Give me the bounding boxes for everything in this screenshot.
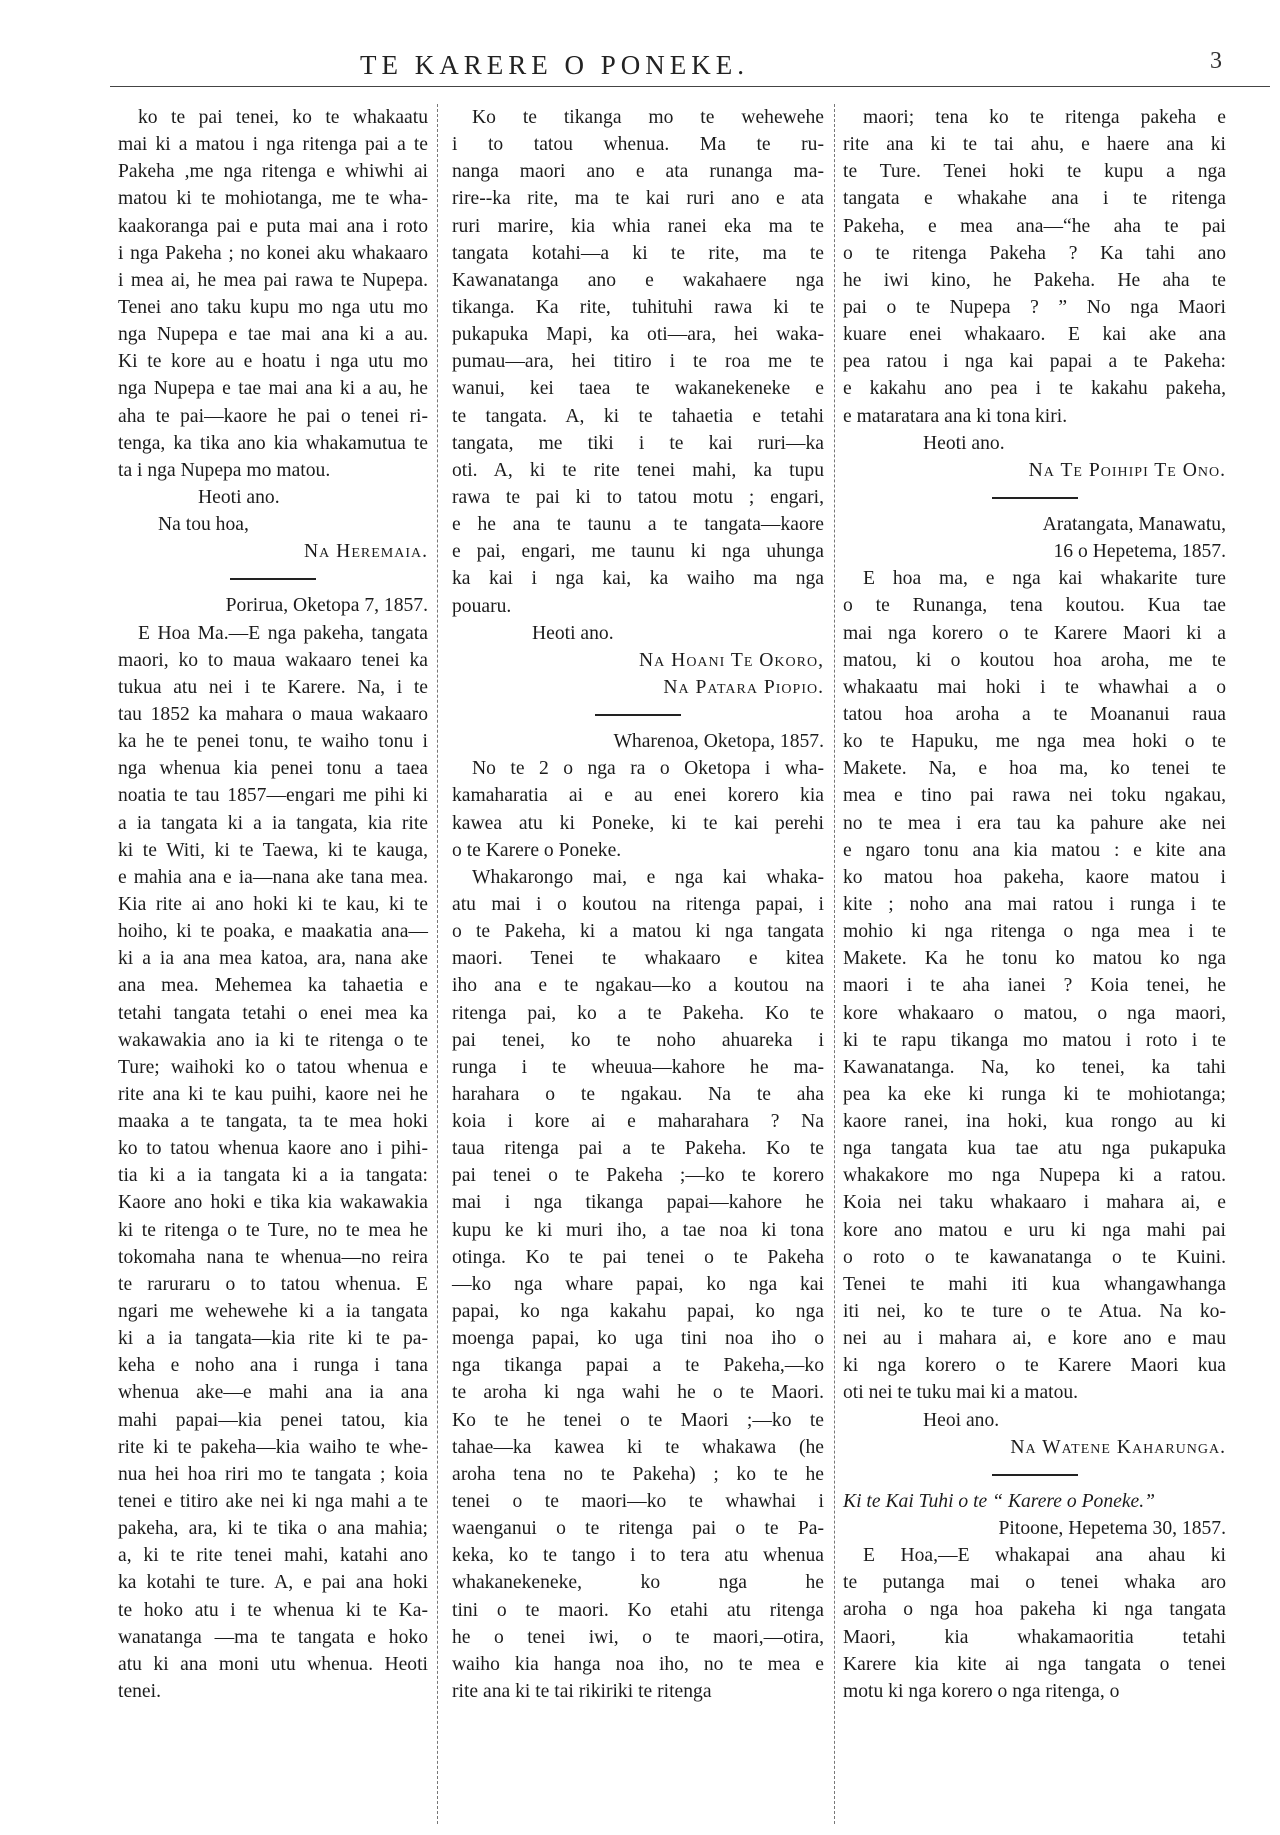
text-line: Koia nei taku whakaaro i mahara ai, e	[843, 1192, 1226, 1214]
text-line: Makete. Ka he tonu ko matou ko nga	[843, 948, 1226, 970]
text-line: kaakoranga pai e puta mai ana i roto	[118, 215, 428, 237]
text-line: pakeha, ara, ki te tika o ana mahia;	[118, 1518, 428, 1540]
text-line: ka kotahi te ture. A, e pai ana hoki	[118, 1572, 428, 1594]
text-line: e mahia ana e ia—nana ake tana mea.	[118, 866, 428, 888]
text-line: atu mai i o koutou na ritenga papai, i	[452, 893, 824, 915]
text-line: nga Nupepa e tae mai ana ki a au, he	[118, 378, 428, 400]
text-line: te aroha ki nga wahi he o te Maori.	[452, 1382, 824, 1404]
letter-closing: Heoti ano.	[198, 486, 280, 508]
text-line: Pakeha, e mea ana—“he aha te pai	[843, 215, 1226, 237]
text-line: kore whakaaro o matou, o nga maori,	[843, 1002, 1226, 1024]
text-line: Maori, kia whakamaoritia tetahi	[843, 1626, 1226, 1648]
text-line: o te Pakeha, ki a matou ki nga tangata	[452, 921, 824, 943]
text-line: No te 2 o nga ra o Oketopa i wha-	[472, 758, 824, 780]
text-line: i nga Pakeha ; no konei aku whakaaro	[118, 242, 428, 264]
text-line: pai tenei, ko te noho ahuareka i	[452, 1029, 824, 1051]
text-line: pea ratou i nga kai papai a te Pakeha:	[843, 351, 1226, 373]
section-separator-rule	[843, 484, 1226, 511]
text-line: te Ture. Tenei hoki te kupu a nga	[843, 161, 1226, 183]
text-line: ta i nga Nupepa mo matou.	[118, 459, 331, 481]
text-line: atu ki ana moni utu whenua. Heoti	[118, 1653, 428, 1675]
text-line: wakawakia ano ia ki te ritenga o te	[118, 1029, 428, 1051]
text-line: ko to tatou whenua kaore ano i pihi-	[118, 1138, 428, 1160]
column-3	[843, 104, 1226, 1705]
text-line: Karere kia kite ai nga tangata o tenei	[843, 1653, 1226, 1675]
text-line: maaka a te tangata, ta te mea hoki	[118, 1111, 428, 1133]
text-line: tokomaha nana te whenua—no reira	[118, 1246, 428, 1268]
text-line: kamaharatia ai e au enei korero kia	[452, 785, 824, 807]
text-line: nanga maori ano e ata runanga ma-	[452, 161, 824, 183]
letter-dateline: Aratangata, Manawatu,	[1042, 513, 1226, 535]
text-line: pai o te Nupepa ? ” No nga Maori	[843, 296, 1226, 318]
text-line: pai tenei o te Pakeha ;—ko te korero	[452, 1165, 824, 1187]
masthead-title: TE KARERE O PONEKE.	[360, 50, 749, 80]
text-line: nga tikanga papai a te Pakeha,—ko	[452, 1355, 824, 1377]
text-line: E hoa ma, e nga kai whakarite ture	[863, 568, 1226, 590]
text-line: ana mea. Mehemea ka tahaetia e	[118, 975, 428, 997]
text-line: Kawanatanga. Na, ko tenei, ka tahi	[843, 1056, 1226, 1078]
text-line: e mataratara ana ki tona kiri.	[843, 405, 1068, 427]
text-line: pumau—ara, hei titiro i te roa me te	[452, 351, 824, 373]
text-line: pea ka eke ki runga ki te mohiotanga;	[843, 1083, 1226, 1105]
text-line: ko te Hapuku, me nga mea hoki o te	[843, 731, 1226, 753]
text-line: o te Runanga, tena koutou. Kua tae	[843, 595, 1226, 617]
text-line: ka he te penei tonu, te waiho tonu i	[118, 731, 428, 753]
text-line: papai, ko nga kakahu papai, ko nga	[452, 1301, 824, 1323]
section-separator-rule	[452, 701, 824, 728]
text-line: motu ki nga korero o nga ritenga, o	[843, 1680, 1120, 1702]
text-line: koia i kore ai e maharahara ? Na	[452, 1111, 824, 1133]
text-line: Makete. Na, e hoa ma, ko tenei te	[843, 758, 1226, 780]
text-line: iti nei, ko te ture o te Atua. Na ko-	[843, 1301, 1226, 1323]
text-line: te tangata. A, ki te tahaetia e tetahi	[452, 405, 824, 427]
text-line: iho ana e te ngakau—ko a koutou na	[452, 975, 824, 997]
text-line: whenua ake—e mahi ana ia ana	[118, 1382, 428, 1404]
text-line: hoiho, ki te poaka, e maakatia ana—	[118, 921, 428, 943]
text-line: tenei e titiro ake nei ki nga mahi a te	[118, 1491, 428, 1513]
text-line: maori; tena ko te ritenga pakeha e	[863, 107, 1226, 128]
text-line: rite ki te pakeha—kia waiho te whe-	[118, 1436, 428, 1458]
text-line: tatou hoa aroha a te Moananui raua	[843, 703, 1226, 725]
text-line: he iwi kino, he Pakeha. He aha te	[843, 269, 1226, 291]
text-line: tau 1852 ka mahara o maua wakaaro	[118, 703, 428, 725]
letter-signature: Na Hoani Te Okoro,	[639, 649, 824, 671]
text-line: —ko nga whare papai, ko nga kai	[452, 1273, 824, 1295]
text-line: i mea ai, he mea pai rawa te Nupepa.	[118, 269, 428, 291]
column-divider	[437, 104, 438, 1824]
text-line: tenei.	[118, 1681, 161, 1703]
text-line: Kawanatanga ano e wakahaere nga	[452, 269, 824, 291]
text-line: pukapuka Mapi, ka oti—ara, hei waka-	[452, 324, 824, 346]
text-line: harahara o te ngakau. Na te aha	[452, 1083, 824, 1105]
text-line: tetahi tangata tetahi o enei mea ka	[118, 1002, 428, 1024]
letter-dateline: Porirua, Oketopa 7, 1857.	[225, 595, 428, 617]
header-rule	[110, 86, 1270, 87]
text-line: ruri marire, kia whia ranei eka ma te	[452, 215, 824, 237]
text-line: Tenei te mahi iti kua whangawhanga	[843, 1273, 1226, 1295]
text-line: tangata, me tiki i te kai ruri—ka	[452, 432, 824, 454]
text-line: whakanekeneke, ko nga he	[452, 1572, 824, 1594]
text-line: rire--ka rite, ma te kai ruri ano e ata	[452, 188, 824, 210]
letter-signature: Na Watene Kaharunga.	[1010, 1436, 1226, 1458]
text-line: Ki te kore au e hoatu i nga utu mo	[118, 351, 428, 373]
text-line: rawa te pai ki to tatou motu ; engari,	[452, 486, 824, 508]
text-line: ki te ritenga o te Ture, no te mea he	[118, 1219, 428, 1241]
letter-dateline: 16 o Hepetema, 1857.	[1053, 541, 1226, 563]
text-line: nga tangata kua tae atu nga pukapuka	[843, 1138, 1226, 1160]
letter-signature: Na Heremaia.	[304, 541, 428, 563]
text-line: oti. A, ki te rite tenei mahi, ka tupu	[452, 459, 824, 481]
text-line: tangata e whakahe ana i te ritenga	[843, 188, 1226, 210]
text-line: ki a ia tangata—kia rite ki te pa-	[118, 1328, 428, 1350]
text-line: wanatanga —ma te tangata e hoko	[118, 1626, 428, 1648]
text-line: Pakeha ,me nga ritenga e whiwhi ai	[118, 161, 428, 183]
page-number: 3	[1210, 48, 1222, 74]
text-line: tia ki a ia tangata ki a ia tangata:	[118, 1165, 428, 1187]
text-line: noatia te tau 1857—engari me pihi ki	[118, 785, 428, 807]
letter-signature: Na Patara Piopio.	[663, 676, 824, 698]
text-line: Ko te he tenei o te Maori ;—ko te	[452, 1409, 824, 1431]
text-line: rite ana ki te tai rikiriki te ritenga	[452, 1681, 712, 1703]
text-line: waiho kia hanga noa iho, no te mea e	[452, 1653, 824, 1675]
column-1	[118, 104, 428, 1705]
text-line: whakakore mo nga Nupepa ki a ratou.	[843, 1165, 1226, 1187]
text-line: ki te Witi, ki te Taewa, ki te kauga,	[118, 839, 428, 861]
text-line: a ia tangata ki a ia tangata, kia rite	[118, 812, 428, 834]
letter-closing: Heoti ano.	[532, 622, 614, 644]
text-line: whakaatu mai hoki i te whawhai a o	[843, 676, 1226, 698]
text-line: te putanga mai o tenei whaka aro	[843, 1572, 1226, 1594]
column-divider	[834, 104, 835, 1824]
text-line: Whakarongo mai, e nga kai whaka-	[472, 866, 824, 888]
text-line: ki te rapu tikanga mo matou i roto i te	[843, 1029, 1226, 1051]
text-line: maori i te aha ianei ? Koia tenei, he	[843, 975, 1226, 997]
text-line: nga whenua kia penei tonu a taea	[118, 758, 428, 780]
text-line: tangata kotahi—a ki te rite, ma te	[452, 242, 824, 264]
section-separator-rule	[843, 1461, 1226, 1488]
text-line: wanui, kei taea te wakanekeneke e	[452, 378, 824, 400]
text-line: tenga, ka tika ano kia whakamutua te	[118, 432, 428, 454]
letter-closing: Heoti ano.	[923, 432, 1005, 454]
text-line: maori. Tenei te whakaaro e kitea	[452, 948, 824, 970]
text-line: i to tatou whenua. Ma te ru-	[452, 134, 824, 156]
text-line: keka, ko te tango i to tera atu whenua	[452, 1545, 824, 1567]
letter-closing: Heoi ano.	[923, 1409, 1000, 1431]
text-line: mohio ki nga ritenga o nga mea i te	[843, 921, 1226, 943]
text-line: e pai, engari, me taunu ki nga uhunga	[452, 541, 824, 563]
text-line: tini o te maori. Ko etahi atu ritenga	[452, 1599, 824, 1621]
text-line: E Hoa,—E whakapai ana ahau ki	[863, 1545, 1226, 1567]
text-line: otinga. Ko te pai tenei o te Pakeha	[452, 1246, 824, 1268]
text-line: te hoko atu i te whenua ki te Ka-	[118, 1599, 428, 1621]
text-line: o roto o te kawanatanga o te Kuini.	[843, 1246, 1226, 1268]
column-2	[452, 104, 824, 1705]
text-line: rite ana ki te kau puihi, kaore nei he	[118, 1083, 428, 1105]
section-separator-rule	[118, 565, 428, 592]
text-line: taua ritenga pai a te Pakeha. Ko te	[452, 1138, 824, 1160]
text-line: ki a ia ana mea katoa, ara, nana ake	[118, 948, 428, 970]
text-line: mea e tino pai rawa nei toku ngakau,	[843, 785, 1226, 807]
text-line: tikanga. Ka rite, tuhituhi rawa ki te	[452, 296, 824, 318]
text-line: mai nga korero o te Karere Maori ki a	[843, 622, 1226, 644]
text-line: mai ki a matou i nga ritenga pai a te	[118, 134, 428, 156]
text-line: E Hoa Ma.—E nga pakeha, tangata	[138, 622, 428, 644]
text-line: matou ki te mohiotanga, me te wha-	[118, 188, 428, 210]
text-line: e kakahu ano pea i te kakahu pakeha,	[843, 378, 1226, 400]
text-line: tahae—ka kawea ki te whakawa (he	[452, 1436, 824, 1458]
text-line: a, ki te rite tenei mahi, katahi ano	[118, 1545, 428, 1567]
text-line: e he ana te taunu a te tangata—kaore	[452, 514, 824, 536]
text-line: tenei o te maori—ko te whawhai i	[452, 1491, 824, 1513]
text-line: no te mea i era tau ka pahure ake nei	[843, 812, 1226, 834]
text-line: nua hei hoa riri mo te tangata ; koia	[118, 1463, 428, 1485]
text-line: nei au i mahara ai, e kore ano e mau	[843, 1328, 1226, 1350]
text-line: Kia rite ai ano hoki ki te kau, ki te	[118, 893, 428, 915]
text-line: ngari me wehewehe ki a ia tangata	[118, 1301, 428, 1323]
text-line: moenga papai, ko uga tini noa iho o	[452, 1328, 824, 1350]
text-line: o te Karere o Poneke.	[452, 839, 622, 861]
text-line: runga i te wheuua—kahore he ma-	[452, 1056, 824, 1078]
text-line: ritenga pai, ko a te Pakeha. Ko te	[452, 1002, 824, 1024]
text-line: kuare enei whakaaro. E kai ake ana	[843, 324, 1226, 346]
text-line: mai i nga tikanga papai—kahore he	[452, 1192, 824, 1214]
text-line: Tenei ano taku kupu mo nga utu mo	[118, 296, 428, 318]
text-line: kupu ke ki muri iho, a tae noa ki tona	[452, 1219, 824, 1241]
text-line: kore ano matou e uru ki nga mahi pai	[843, 1219, 1226, 1241]
text-line: e ngaro tonu ana kia matou : e kite ana	[843, 839, 1226, 861]
text-line: pouaru.	[452, 595, 512, 617]
letter-signature: Na Te Poihipi Te Ono.	[1028, 459, 1226, 481]
text-line: ko te pai tenei, ko te whakaatu	[138, 107, 428, 128]
text-line: mahi papai—kia penei tatou, kia	[118, 1409, 428, 1431]
letter-dateline: Pitoone, Hepetema 30, 1857.	[998, 1518, 1226, 1540]
text-line: te raruraru o to tatou whenua. E	[118, 1273, 428, 1295]
letter-closing: Na tou hoa,	[158, 514, 249, 536]
text-line: he o tenei iwi, o te maori,—otira,	[452, 1626, 824, 1648]
text-line: ko matou hoa pakeha, kaore matou i	[843, 866, 1226, 888]
text-line: aroha tena no te Pakeha) ; ko te he	[452, 1463, 824, 1485]
text-line: Ture; waihoki ko o tatou whenua e	[118, 1056, 428, 1078]
text-line: maori, ko to maua wakaaro tenei ka	[118, 649, 428, 671]
text-line: ki nga korero o te Karere Maori kua	[843, 1355, 1226, 1377]
letter-dateline: Wharenoa, Oketopa, 1857.	[613, 731, 824, 753]
text-line: aroha o nga hoa pakeha ki nga tangata	[843, 1599, 1226, 1621]
text-line: rite ana ki te tai ahu, e haere ana ki	[843, 134, 1226, 156]
text-line: keha e noho ana i runga i tana	[118, 1355, 428, 1377]
text-line: kite ; noho ana mai ratou i runga i te	[843, 893, 1226, 915]
text-line: aha te pai—kaore he pai o tenei ri-	[118, 405, 428, 427]
letter-address-heading: Ki te Kai Tuhi o te “ Karere o Poneke.”	[843, 1490, 1156, 1512]
text-line: oti nei te tuku mai ki a matou.	[843, 1382, 1079, 1404]
text-line: o te ritenga Pakeha ? Ka tahi ano	[843, 242, 1226, 264]
text-line: kaore ranei, ina hoki, kua rongo au ki	[843, 1111, 1226, 1133]
text-line: Ko te tikanga mo te wehewehe	[472, 107, 824, 128]
text-line: nga Nupepa e tae mai ana ki a au.	[118, 324, 428, 346]
text-line: tukua atu nei i te Karere. Na, i te	[118, 676, 428, 698]
page-header	[0, 22, 1280, 82]
text-line: kawea atu ki Poneke, ki te kai perehi	[452, 812, 824, 834]
text-line: waenganui o te ritenga pai o te Pa-	[452, 1518, 824, 1540]
text-line: matou, ki o koutou hoa aroha, me te	[843, 649, 1226, 671]
text-line: Kaore ano hoki e tika kia wakawakia	[118, 1192, 428, 1214]
text-line: ka kai i nga kai, ka waiho ma nga	[452, 568, 824, 590]
